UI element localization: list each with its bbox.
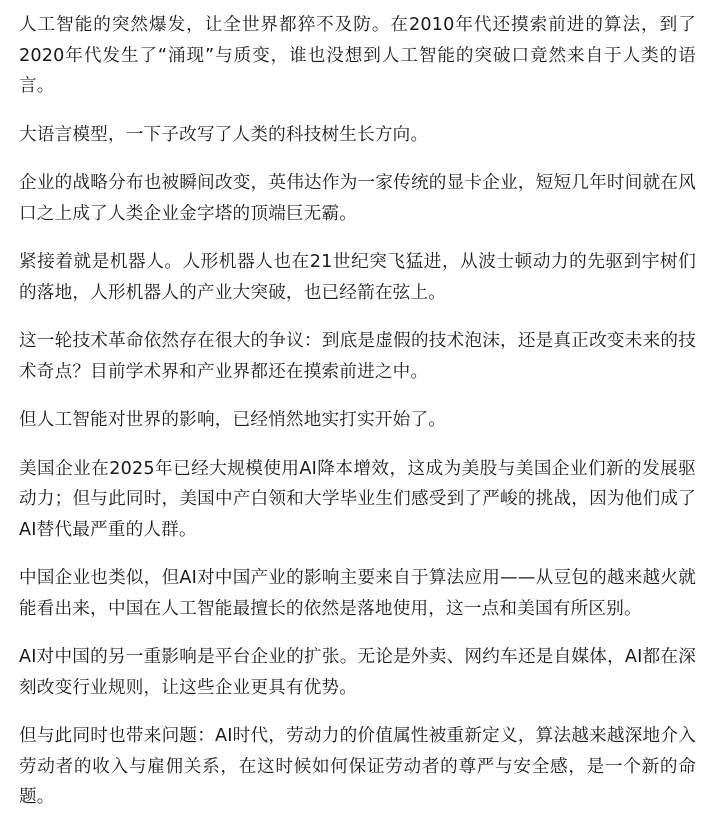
paragraph: 企业的战略分布也被瞬间改变，英伟达作为一家传统的显卡企业，短短几年时间就在风口之上成了人类企业金字塔的顶端巨无霸。	[19, 173, 696, 224]
paragraph: 这一轮技术革命依然存在很大的争议：到底是虚假的技术泡沫，还是真正改变未来的技术奇点？目前学术界和产业界都还在摸索前进之中。	[19, 331, 696, 382]
paragraph: 中国企业也类似，但AI对中国产业的影响主要来自于算法应用——从豆包的越来越火就能看出来，中国在人工智能最擅长的依然是落地使用，这一点和美国有所区别。	[19, 568, 696, 619]
paragraph: 但与此同时也带来问题：AI时代，劳动力的价值属性被重新定义，算法越来越深地介入劳动者的收入与雇佣关系，在这时候如何保证劳动者的尊严与安全感，是一个新的命题。	[19, 726, 696, 807]
paragraph: 人工智能的突然爆发，让全世界都猝不及防。在2010年代还摸索前进的算法，到了2020年代发生了“涌现”与质变，谁也没想到人工智能的突破口竟然来自于人类的语言。	[19, 15, 696, 96]
paragraph: 紧接着就是机器人。人形机器人也在21世纪突飞猛进，从波士顿动力的先驱到宇树们的落地，人形机器人的产业大突破，也已经箭在弦上。	[19, 252, 696, 303]
paragraph: 但人工智能对世界的影响，已经悄然地实打实开始了。	[19, 410, 447, 430]
paragraph: AI对中国的另一重影响是平台企业的扩张。无论是外卖、网约车还是自媒体，AI都在深刻改变行业规则，让这些企业更具有优势。	[19, 647, 696, 698]
paragraph: 美国企业在2025年已经大规模使用AI降本增效，这成为美股与美国企业们新的发展驱动力；但与此同时，美国中产白领和大学毕业生们感受到了严峻的挑战，因为他们成了AI替代最严重的人群。	[19, 458, 696, 540]
paragraph: 大语言模型，一下子改写了人类的科技树生长方向。	[19, 124, 429, 145]
